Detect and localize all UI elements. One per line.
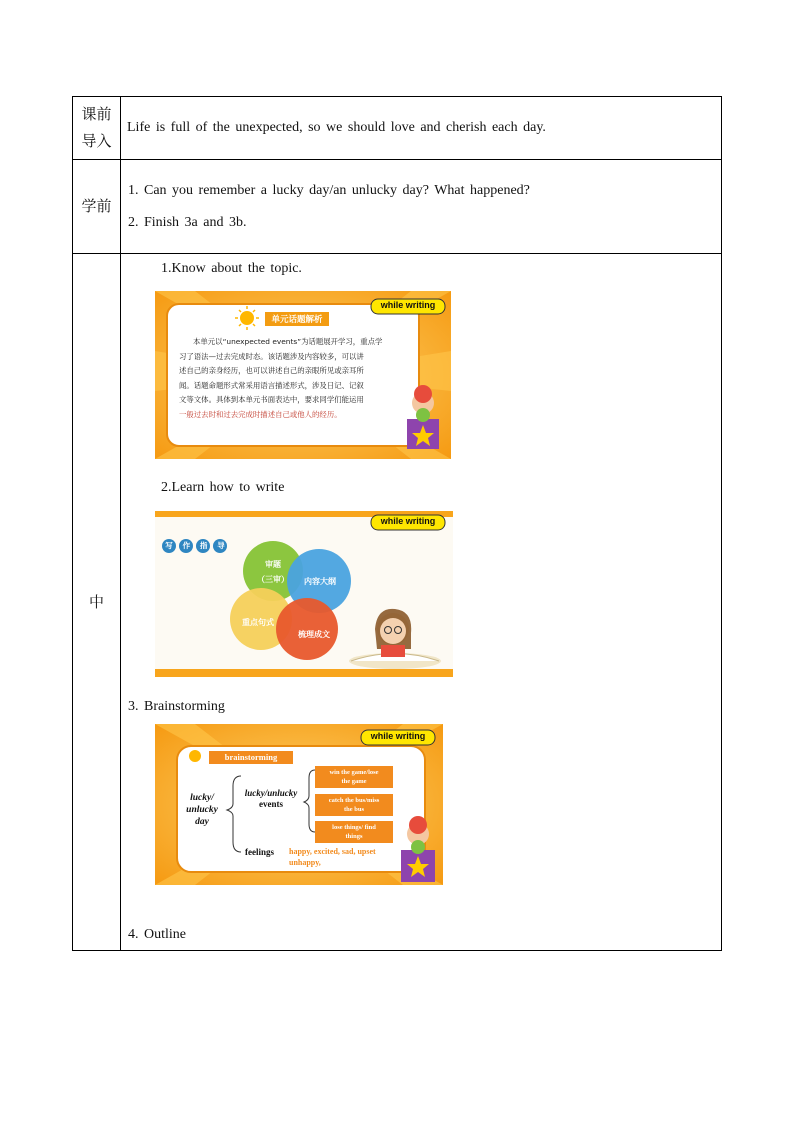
label-line: 学前 [81, 197, 112, 215]
intro-text: Life is full of the unexpected, so we should love and cherish each day. [127, 120, 546, 135]
circle-key-sentences: 重点句式 [242, 618, 274, 627]
label-line: 中 [88, 592, 104, 611]
brain-box [315, 796, 393, 814]
brain-box [315, 768, 393, 786]
brain-feeling-words [289, 846, 376, 868]
slide-how-badge: while writing [380, 516, 436, 526]
slide-topic-line: 述自己的亲身经历，也可以讲述自己的亲眼所见或亲耳所 [179, 366, 364, 375]
slide-brain-title: brainstorming [224, 752, 278, 762]
preview-item: 1. Can you remember a lucky day/an unlucky day? What happened? [128, 183, 530, 198]
slide-brain-badge: while writing [370, 731, 426, 741]
step-3: 3. Brainstorming [128, 699, 225, 714]
brain-events [235, 788, 307, 810]
brain-feelings: feelings [245, 847, 274, 857]
brain-feeling-line: unhappy, [289, 858, 321, 867]
row-preview [73, 160, 721, 254]
circle-review-line: 审题 [265, 560, 281, 569]
brain-events-line: lucky/unlucky [244, 788, 298, 798]
brain-box-line: the bus [343, 806, 365, 813]
brain-root-line: day [195, 817, 209, 827]
brain-box-line: win the game/lose [329, 769, 379, 776]
brain-events-line: events [259, 799, 283, 809]
preview-item: 2. Finish 3a and 3b. [128, 215, 247, 230]
brain-box-line: the game [341, 778, 367, 785]
slide-topic-line: 本单元以“unexpected events”为话题展开学习，重点学 [193, 337, 383, 346]
brain-box-line: catch the bus/miss [328, 797, 380, 804]
sun-icon [189, 750, 201, 762]
circle-review-line: （三审） [257, 575, 289, 584]
brain-root-line: lucky/ [190, 793, 214, 803]
slide-topic-body [179, 335, 382, 422]
tag-char: 作 [182, 541, 191, 550]
row-preview-label [73, 160, 121, 253]
row-main-label [73, 254, 121, 950]
slide-topic [155, 291, 451, 459]
lesson-table [72, 96, 722, 951]
slide-topic-badge: while writing [380, 300, 436, 310]
slide-how-tag [162, 540, 228, 551]
slide-topic-title: 单元话题解析 [271, 315, 323, 325]
slide-topic-line: 文等文体。具体到本单元书面表达中，要求同学们能运用 [179, 395, 364, 404]
brain-feeling-line: happy, excited, sad, upset [289, 847, 376, 856]
brain-box-line: lose things/ find [332, 824, 376, 831]
brain-box [315, 823, 393, 841]
sun-icon [240, 311, 254, 325]
slide-how-to-write [155, 511, 453, 677]
slide-topic-line: 闻。话题命题形式常采用语言描述形式，涉及日记、记叙 [179, 380, 364, 390]
slide-how-to-write-graphic [155, 511, 453, 677]
brain-root-line: unlucky [186, 805, 218, 815]
tag-char: 写 [165, 541, 173, 550]
step-2: 2.Learn how to write [161, 480, 285, 495]
tag-char: 指 [199, 541, 208, 550]
step-1: 1.Know about the topic. [161, 261, 302, 276]
step-4: 4. Outline [128, 927, 186, 942]
row-main [73, 254, 721, 950]
circle-compose: 梳理成文 [298, 630, 330, 639]
slide-topic-line: 习了语法—过去完成时态。该话题涉及内容较多，可以讲 [179, 351, 364, 361]
circle-outline: 内容大纲 [304, 577, 336, 586]
slide-topic-line: 一般过去时和过去完成时描述自己或他人的经历。 [179, 409, 342, 419]
tag-char: 导 [217, 541, 225, 550]
circle-review [247, 557, 299, 587]
label-line: 导入 [81, 132, 112, 150]
brain-box-line: things [345, 833, 363, 840]
brain-root [179, 792, 225, 828]
label-line: 课前 [81, 105, 112, 123]
row-intro-label [73, 97, 121, 159]
row-intro [73, 97, 721, 160]
slide-brainstorming [155, 724, 443, 885]
